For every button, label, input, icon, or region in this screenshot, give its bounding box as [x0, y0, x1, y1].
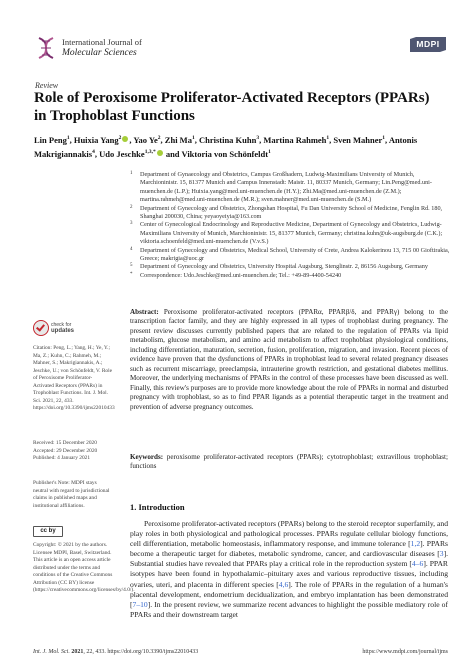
section-heading-introduction: 1. Introduction [130, 502, 185, 512]
author-affiliation-marker: 1 [382, 135, 386, 141]
affiliation-item [130, 205, 450, 222]
affiliation-text: Center of Gynecological Endocrinology and Reproductive Medicine, Department of Gynecology and Obstetrics, Ludwig-Maximilians University of Munich, Marchioninistr. 15, 81377 Munich, Germany; christina.kuhn@uk-augsburg.de (C.K.); viktoria.schoenfeld@med.uni-muenchen.de (V.v.S.) [140, 221, 443, 246]
journal-name-line2: Molecular Sciences [62, 48, 137, 58]
article-title: Role of Peroxisome Proliferator-Activated Receptors (PPARs) in Trophoblast Functions [34, 90, 430, 124]
orcid-icon[interactable] [157, 150, 163, 156]
author-name: Martina Rahmeh [263, 134, 327, 145]
affiliation-item [130, 272, 450, 280]
publication-dates [33, 440, 113, 463]
cc-by-label: cc by [40, 528, 56, 534]
author-name: Yao Ye [133, 134, 158, 145]
author-name: Sven Mahner [333, 134, 383, 145]
affiliation-text: Department of Gynecology and Obstetrics, University Hospital Augsburg, Stenglinstr. 2, 86156 Augsburg, Germany [140, 263, 428, 271]
check-updates-label-top: check for [51, 322, 72, 328]
author-name: Lin Peng [34, 134, 67, 145]
author-affiliation-marker: 1 [268, 148, 271, 155]
citation-text: Citation: Peng, L.; Yang, H.; Ye, Y.; Ma, Z.; Kuhn, C.; Rahmeh, M.; Mahner, S.; Makrigiannakis, A.; Jeschke, U.; von Schönfeldt, V. Role of Peroxisome Proliferator-Activated Receptors (PPARs) in Trophoblast Functions. Int. J. Mol. Sci. 2021, 22, 433. https://doi.org/10.3390/ijms22010433 [33, 345, 115, 411]
author-affiliation-marker: 4 [92, 148, 95, 155]
affiliation-number: 4 [130, 246, 133, 252]
abstract-text: Peroxisome proliferator-activated receptors (PPARα, PPARβ/δ, and PPARγ) belong to the transcription factor family, and they are highly expressed in all types of trophoblast during pregnancy. The present review discusses currently published papers that are related to the regulation of PPARs via lipid metabolism, glucose metabolism, and amino acid metabolism to affect trophoblast physiological conditions, including differentiation, maturation, secretion, fusion, proliferation, migration, and invasion. Recent pieces of evidence have proven that the dysfunctions of PPARs in trophoblast lead to several related pregnancy diseases such as recurrent miscarriage, preeclampsia, intrauterine growth restriction, and gestational diabetes mellitus. Moreover, the underlying mechanisms of PPARs in the control of these processes have been discussed as well. Finally, this review's purposes are to provide more knowledge about the role of PPARs in normal and disturbed pregnancy with trophoblast, so as to find PPAR ligands as a potential therapeutic target in the treatment and prevention of adverse pregnancy outcomes. [130, 308, 448, 411]
copyright-notice: Copyright: © 2021 by the authors. Licensee MDPI, Basel, Switzerland. This article is an open access article distributed under the terms and conditions of the Creative Commons Attribution (CC BY) license (https://creativecommons.org/licenses/by/4.0/). [33, 542, 135, 593]
affiliation-number: 3 [130, 221, 133, 227]
author-name: Viktoria von Schönfeldt [181, 148, 269, 159]
affiliation-number: 1 [130, 171, 133, 176]
affiliation-item [130, 247, 450, 264]
author-affiliation-marker: 1 [66, 135, 70, 141]
orcid-icon[interactable] [122, 136, 128, 142]
introduction-paragraph: Peroxisome proliferator-activated receptors (PPARs) belong to the steroid receptor superfamily, and play roles in both physiological and pathological processes. PPARs regulate cellular biology functions, cell differentiation, metabolic homeostasis, inflammatory response, and immune tolerance [1,2]. PPARs become a therapeutic target for diabetes, metabolic syndrome, cancer, and cardiovascular diseases [3]. Substantial studies have revealed that PPARs play a critical role in the reproduction system [4–6]. PPAR isotypes have been found in hypothalamic–pituitary axes and various reproductive tissues, including ovaries, uteri, and placenta in different species [4,6]. The role of PPARs in the regulation of a human's placental development, endometrium decidualization, and embryo implantation has been demonstrated [7–10]. In the present review, we summarize recent advances to highlight the possible mediatory role of PPARs and their downstream target [130, 519, 448, 619]
publisher-note: Publisher's Note: MDPI stays neutral with regard to jurisdictional claims in published maps and institutional affiliations. [33, 480, 110, 509]
affiliations [130, 171, 450, 280]
reference-link[interactable]: 3 [439, 549, 444, 559]
author-affiliation-marker: 2 [118, 135, 122, 141]
affiliation-item [130, 263, 450, 271]
date-received: Received: 15 December 2020 [33, 440, 97, 446]
author-affiliation-marker: 1 [326, 135, 330, 141]
date-published: Published: 4 January 2021 [33, 455, 91, 461]
abstract-label: Abstract: [130, 308, 159, 316]
affiliation-item [130, 171, 450, 205]
affiliation-text: Correspondence: Udo.Jeschke@med.uni-muenchen.de; Tel.: +49-89-4400-54240 [140, 271, 342, 279]
affiliation-number: 5 [130, 263, 133, 269]
author-name: Huixia Yang [73, 134, 119, 145]
author-affiliation-marker: 1 [191, 135, 195, 141]
author-name: Antonis Makrigiannakis [34, 134, 418, 159]
check-updates-label-bottom: updates [51, 328, 75, 334]
author-affiliation-marker: 1,3,* [144, 148, 156, 155]
check-for-updates-button[interactable] [33, 320, 77, 336]
keywords-text: peroxisome proliferator-activated receptors (PPARs); cytotrophoblast; extravillous trophoblast; functions [130, 453, 448, 471]
publisher-logo: MDPI [416, 39, 440, 49]
affiliation-text: Department of Gynecology and Obstetrics, Zhongshan Hospital, Fu Dan University School of Medicine, Fenglin Rd. 180, Shanghai 200030, China; yeyaoyeiyia@163.com [140, 204, 443, 221]
author-affiliation-marker: 3 [256, 135, 260, 141]
affiliation-number: 2 [130, 204, 133, 210]
author-name: Christina Kuhn [198, 134, 257, 145]
article-type: Review [35, 81, 59, 90]
keywords-label: Keywords: [130, 453, 164, 461]
affiliation-text: Department of Gynaecology and Obstetrics, Campus Großhadern, Ludwig-Maximilians University of Munich, Marchioninistr. 15, 81377 Munich and Campus Innenstadt: Maistr. 11, 80337 Munich, Germany; Lin.Peng@med.uni-muenchen.de (L.P.); Huixia.yang@med.uni-muenchen.de (H.Y.); Zhi.Ma@med.uni-muenchen.de (Z.M.); martina.rahmeh@med.uni-muenchen.de (M.R.); sven.mahner@med.uni-muenchen.de (S.M.) [140, 171, 432, 204]
journal-name-line1: International Journal of [62, 37, 142, 47]
journal-logo-icon [33, 35, 59, 61]
affiliation-text: Department of Gynecology and Obstetrics, Medical School, University of Crete, Andrea Kalokerinou 13, 715 00 Gioftirakia, Greece; makrigia@uoc.gr [140, 246, 450, 263]
footer-citation: Int. J. Mol. Sci. 2021, 22, 433. https://doi.org/10.3390/ijms22010433 [33, 649, 199, 655]
author-name: Zhi Ma [164, 134, 192, 145]
reference-link[interactable]: 1,2 [410, 539, 421, 549]
footer-journal-link[interactable]: https://www.mdpi.com/journal/ijms [362, 649, 448, 655]
author-affiliation-marker: 2 [157, 135, 161, 141]
keywords [130, 453, 448, 472]
affiliation-item [130, 221, 450, 246]
check-updates-icon [33, 320, 49, 336]
affiliation-number: * [130, 271, 133, 277]
reference-link[interactable]: 7–10 [132, 599, 148, 609]
author-name: Udo Jeschke [99, 148, 145, 159]
abstract [130, 308, 448, 412]
date-accepted: Accepted: 29 December 2020 [33, 447, 98, 454]
author-list: Lin Peng$^1$, Huixia Yang$^2$ , Yao Ye$^2$, Zhi Ma$^1$, Christina Kuhn$^3$, Martina Rahmeh$^1$, Sven Mahner$^1$, Antonis Makrigiannakis$^4$, Udo Jeschke$^{1,3,*}$ and Viktoria von Schönfeldt$^1$ [34, 134, 418, 159]
reference-link[interactable]: 4–6 [411, 559, 424, 569]
reference-link[interactable]: 4,6 [278, 579, 289, 589]
